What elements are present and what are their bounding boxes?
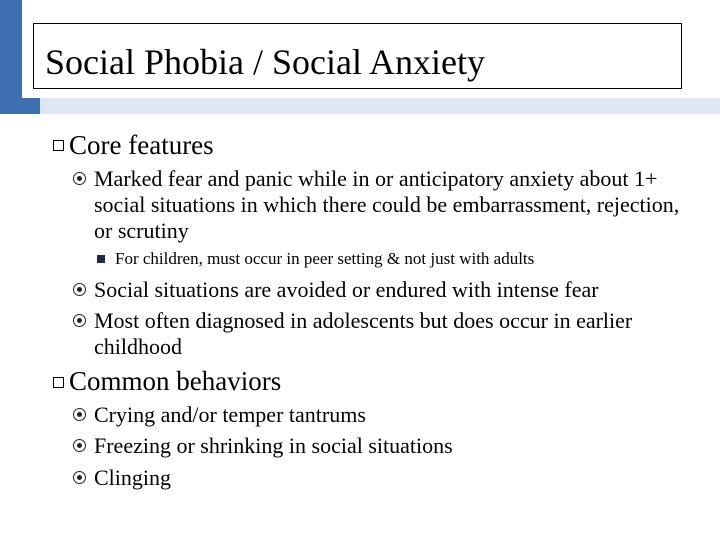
square-bullet-icon: [53, 140, 64, 151]
decorative-bar-accent: [0, 98, 40, 114]
circle-dot-bullet-icon: [73, 471, 86, 484]
slide-title: Social Phobia / Social Anxiety: [45, 42, 485, 82]
section-heading-core-features: Core features: [69, 130, 214, 160]
title-box: [33, 23, 682, 89]
square-bullet-icon: [53, 377, 64, 388]
decorative-horizontal-bar: [0, 98, 720, 114]
decorative-vertical-bar: [0, 0, 22, 108]
circle-dot-bullet-icon: [73, 439, 86, 452]
bullet-crying-tantrums: Crying and/or temper tantrums: [94, 402, 366, 427]
subbullet-children-peer-setting: For children, must occur in peer setting & not just with adults: [115, 249, 535, 268]
circle-dot-bullet-icon: [73, 314, 86, 327]
circle-dot-bullet-icon: [73, 172, 86, 185]
section-heading-common-behaviors: Common behaviors: [69, 366, 282, 396]
bullet-marked-fear: Marked fear and panic while in or anticipatory anxiety about 1+ social situations in which there could be embarrassment, rejection, or scrutiny: [94, 166, 680, 243]
bullet-clinging: Clinging: [94, 465, 172, 490]
circle-dot-bullet-icon: [73, 408, 86, 421]
circle-dot-bullet-icon: [73, 283, 86, 296]
bullet-freezing-shrinking: Freezing or shrinking in social situations: [94, 433, 453, 458]
filled-square-bullet-icon: [97, 255, 105, 263]
bullet-situations-avoided: Social situations are avoided or endured with intense fear: [94, 277, 599, 302]
bullet-diagnosed-adolescents: Most often diagnosed in adolescents but does occur in earlier childhood: [94, 308, 633, 359]
